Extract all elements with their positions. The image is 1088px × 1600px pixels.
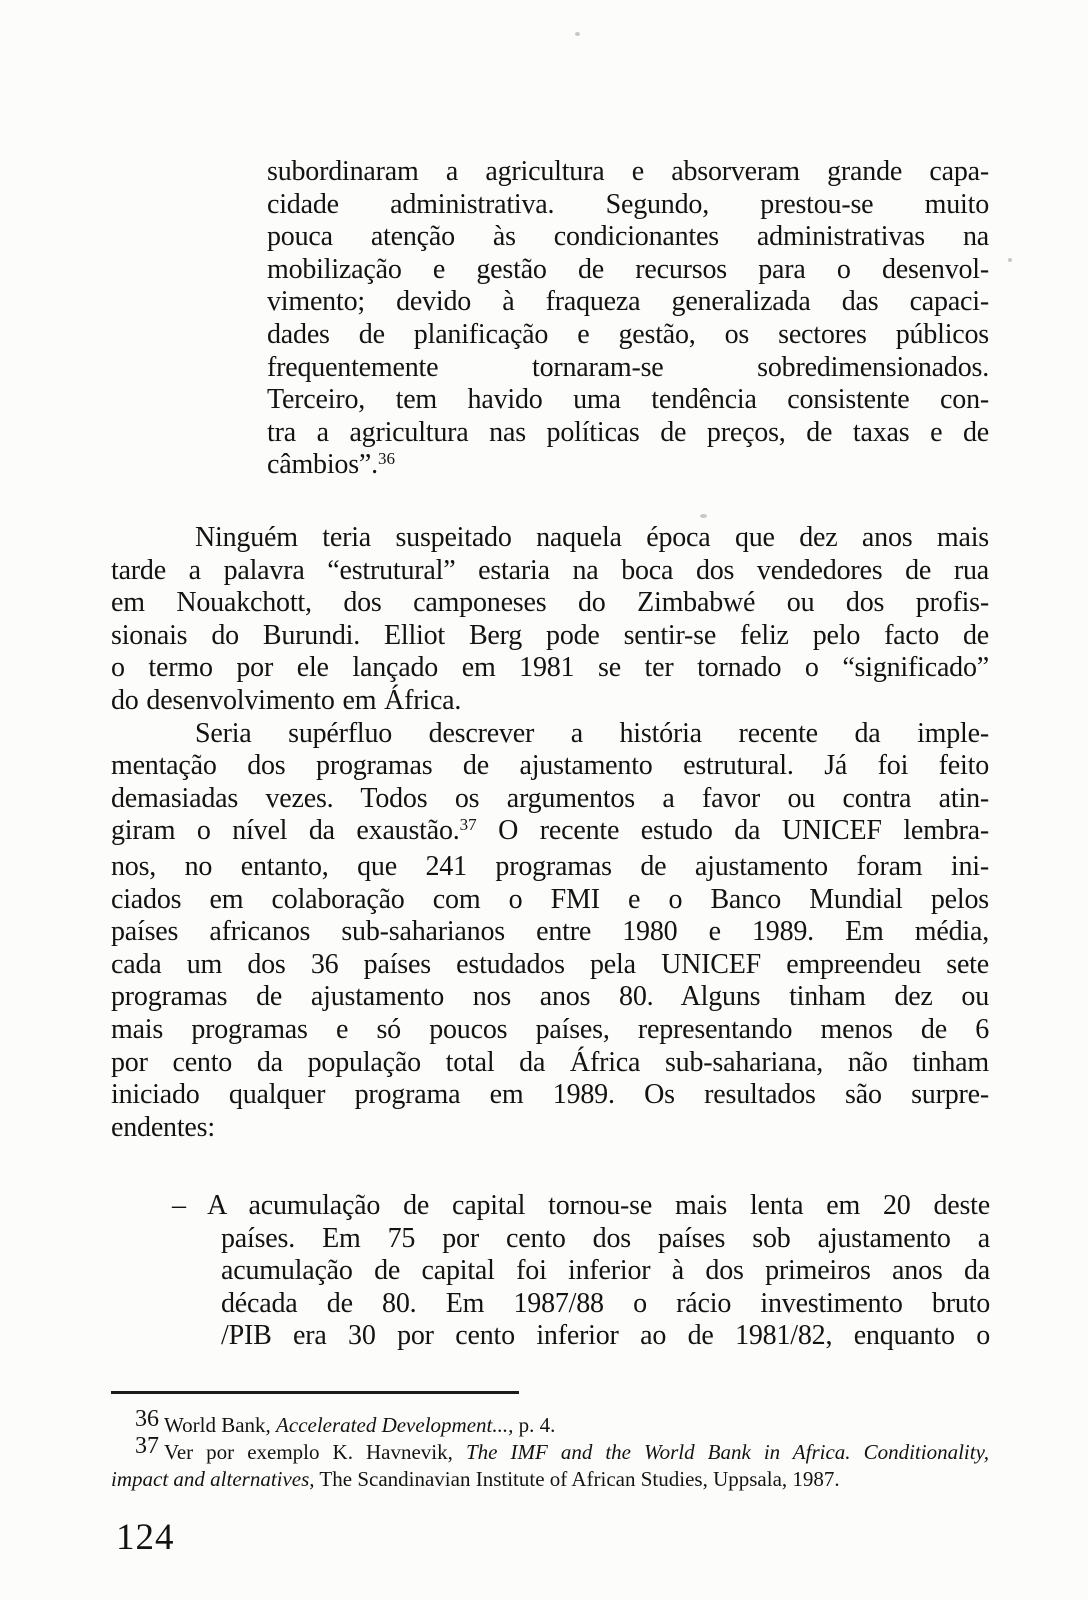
text-line <box>111 652 989 685</box>
text-line <box>111 1014 989 1047</box>
text-line <box>111 1047 989 1080</box>
italic-text: The IMF and the World Bank in Africa. Conditionality, <box>465 1440 990 1464</box>
text-segment: países africanos sub-saharianos entre 1980 e 1989. Em média, <box>111 916 989 948</box>
text-segment: em Nouakchott, dos camponeses do Zimbabwé ou dos profis- <box>111 587 989 619</box>
text-segment: Ninguém teria suspeitado naquela época que dez anos mais <box>195 522 989 553</box>
footnote-reference: 36 <box>377 449 395 469</box>
bullet-list-item <box>172 1190 990 1353</box>
text-segment: pouca atenção às condicionantes administrativas na <box>267 221 989 253</box>
text-line <box>172 1190 990 1223</box>
text-segment: Ver por exemplo K. Havnevik, <box>164 1440 466 1464</box>
text-segment: mobilização e gestão de recursos para o desenvol- <box>267 253 989 285</box>
text-line <box>111 1079 989 1112</box>
text-segment: tarde a palavra “estrutural” estaria na boca dos vendedores de rua <box>111 554 989 586</box>
text-line <box>267 417 989 450</box>
text-segment: Terceiro, tem havido uma tendência consistente con- <box>267 384 989 416</box>
text-line <box>267 156 989 189</box>
footnote-reference: 37 <box>135 1433 159 1459</box>
page-number: 124 <box>116 1517 175 1558</box>
scan-speck <box>575 32 580 36</box>
scan-speck <box>1008 258 1012 262</box>
text-line <box>111 1433 990 1466</box>
text-line <box>111 1466 989 1493</box>
text-segment: década de 80. Em 1987/88 o rácio investimento bruto <box>221 1287 990 1319</box>
text-segment: o termo por ele lançado em 1981 se ter tornado o “significado” <box>111 652 989 684</box>
text-segment: cada um dos 36 países estudados pela UNICEF empreendeu sete <box>111 948 989 980</box>
text-segment: iniciado qualquer programa em 1989. Os resultados são surpre- <box>111 1079 989 1111</box>
text-line <box>111 981 989 1014</box>
text-line <box>111 685 989 718</box>
text-segment: mentação dos programas de ajustamento estrutural. Já foi feito <box>111 750 989 782</box>
text-line <box>172 1320 990 1353</box>
text-line <box>172 1223 990 1256</box>
text-segment: câmbios”. <box>267 449 378 481</box>
text-line <box>111 1406 989 1439</box>
text-line <box>267 221 989 254</box>
text-line <box>111 815 989 851</box>
text-line <box>267 449 989 485</box>
text-segment: Seria supérfluo descrever a história recente da imple- <box>195 717 989 749</box>
block-quote <box>267 156 989 485</box>
footnote-reference: 37 <box>459 815 477 835</box>
text-segment: frequentemente tornaram-se sobredimensionados. <box>267 351 989 383</box>
text-segment: dades de planificação e gestão, os sectores públicos <box>267 318 989 350</box>
footnotes <box>111 1406 990 1493</box>
text-segment: The Scandinavian Institute of African Studies, Uppsala, 1987. <box>314 1467 840 1491</box>
text-line <box>111 916 989 949</box>
text-line <box>111 750 989 783</box>
text-line <box>267 254 989 287</box>
text-segment: ciados em colaboração com o FMI e o Banco Mundial pelos <box>111 883 989 915</box>
text-line <box>111 783 989 816</box>
text-line <box>111 620 989 653</box>
footnote-separator-rule <box>111 1391 519 1394</box>
text-line <box>267 319 989 352</box>
text-segment: vimento; devido à fraqueza generalizada das capaci- <box>267 286 989 318</box>
text-line <box>267 352 989 385</box>
text-line <box>172 1288 990 1321</box>
text-line <box>111 522 989 555</box>
text-segment: cidade administrativa. Segundo, prestou-se muito <box>267 188 989 220</box>
text-segment: por cento da população total da África sub-sahariana, não tinham <box>111 1046 989 1078</box>
text-line <box>111 718 989 751</box>
text-segment: mais programas e só poucos países, representando menos de 6 <box>111 1013 989 1045</box>
italic-text: impact and alternatives, <box>111 1467 315 1491</box>
text-line <box>267 384 989 417</box>
text-segment: demasiadas vezes. Todos os argumentos a favor ou contra atin- <box>111 782 989 814</box>
text-line <box>111 555 989 588</box>
main-text <box>111 522 989 1144</box>
text-segment: p. 4. <box>513 1413 556 1437</box>
text-line <box>267 286 989 319</box>
text-segment: sionais do Burundi. Elliot Berg pode sentir-se feliz pelo facto de <box>111 619 989 651</box>
text-segment: /PIB era 30 por cento inferior ao de 1981/82, enquanto o <box>221 1320 990 1352</box>
text-line <box>111 1112 989 1145</box>
text-segment: World Bank, <box>164 1413 277 1437</box>
italic-text: Accelerated Development..., <box>276 1413 514 1437</box>
text-segment: programas de ajustamento nos anos 80. Alguns tinham dez ou <box>111 981 989 1013</box>
text-line <box>172 1255 990 1288</box>
text-segment: endentes: <box>111 1111 215 1143</box>
text-line <box>111 949 989 982</box>
text-segment: – A acumulação de capital tornou-se mais lenta em 20 deste <box>172 1190 990 1221</box>
text-segment: tra a agricultura nas políticas de preços, de taxas e de <box>267 416 989 448</box>
text-line <box>111 884 989 917</box>
text-segment: subordinaram a agricultura e absorveram grande capa- <box>267 156 989 187</box>
text-segment: giram o nível da exaustão. <box>111 815 460 847</box>
text-segment: acumulação de capital foi inferior à dos primeiros anos da <box>221 1255 990 1287</box>
text-segment: do desenvolvimento em África. <box>111 684 462 716</box>
text-line <box>267 189 989 222</box>
text-segment: países. Em 75 por cento dos países sob ajustamento a <box>221 1222 990 1254</box>
text-line <box>111 587 989 620</box>
footnote-reference: 36 <box>135 1406 159 1432</box>
text-line <box>111 851 989 884</box>
text-segment: nos, no entanto, que 241 programas de ajustamento foram ini- <box>111 850 989 882</box>
text-segment: O recente estudo da UNICEF lembra- <box>476 815 989 847</box>
scan-speck <box>700 514 707 518</box>
